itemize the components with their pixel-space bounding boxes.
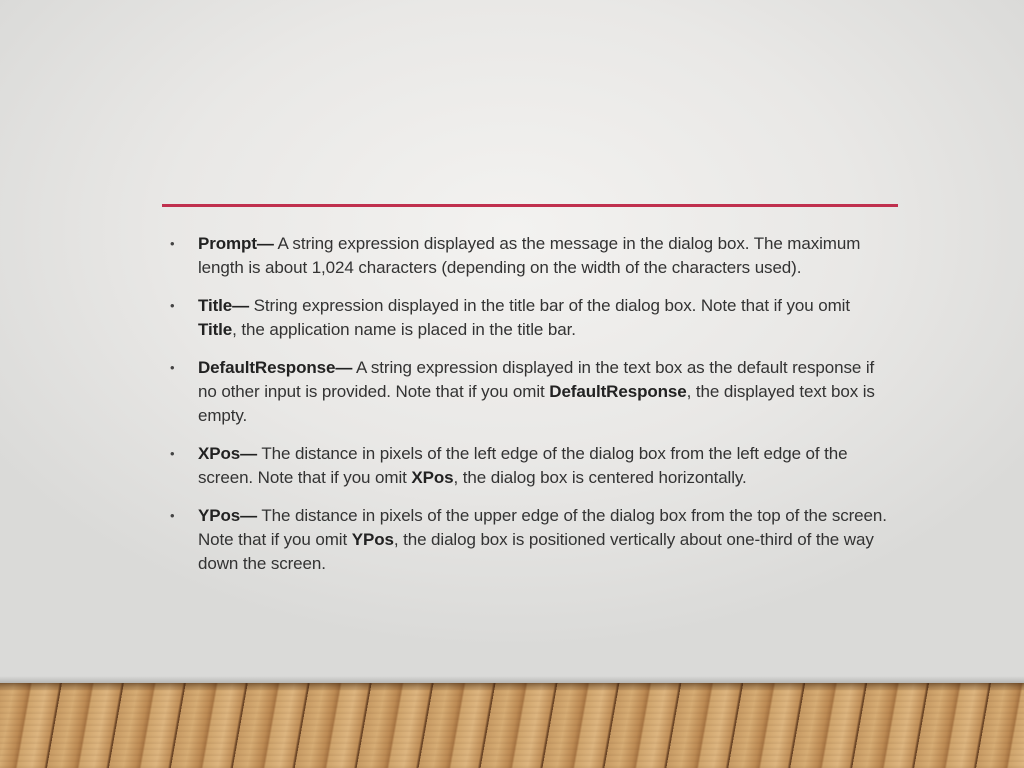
bullet-icon: • xyxy=(170,236,175,251)
description-title-part2: , the application name is placed in the title bar. xyxy=(232,320,576,339)
description-ypos-part1: The distance in pixels of the upper edge of the dialog box from the top of the screen. Note that if you omit xyxy=(198,506,887,549)
description-defaultresponse-part2: , the displayed text box is empty. xyxy=(198,382,875,425)
title-accent-line xyxy=(162,204,898,207)
inline-term-xpos: XPos xyxy=(411,468,454,487)
description-xpos-part1: The distance in pixels of the left edge of the dialog box from the left edge of the screen. Note that if you omit xyxy=(198,444,848,487)
term-ypos: YPos— xyxy=(198,506,258,525)
description-ypos-part2: , the dialog box is positioned vertically about one-third of the way down the screen. xyxy=(198,530,874,573)
bullet-item-prompt xyxy=(166,232,888,280)
inline-term-ypos: YPos xyxy=(351,530,394,549)
bullet-item-xpos xyxy=(166,442,888,490)
bullet-item-defaultresponse xyxy=(166,356,888,428)
bullet-list xyxy=(166,232,888,590)
term-xpos: XPos— xyxy=(198,444,258,463)
bullet-item-ypos xyxy=(166,504,888,576)
description-prompt: A string expression displayed as the message in the dialog box. The maximum length is about 1,024 characters (depending on the width of the characters used). xyxy=(198,234,861,277)
description-xpos-part2: , the dialog box is centered horizontally. xyxy=(453,468,747,487)
term-title: Title— xyxy=(198,296,250,315)
inline-term-defaultresponse: DefaultResponse xyxy=(549,382,687,401)
term-defaultresponse: DefaultResponse— xyxy=(198,358,353,377)
bullet-icon: • xyxy=(170,508,175,523)
bullet-icon: • xyxy=(170,298,175,313)
wood-floor-grain xyxy=(0,683,1024,768)
inline-term-title: Title xyxy=(198,320,233,339)
description-defaultresponse-part1: A string expression displayed in the text box as the default response if no other input is provided. Note that if you omit xyxy=(198,358,875,401)
bullet-item-title xyxy=(166,294,888,342)
term-prompt: Prompt— xyxy=(198,234,274,253)
bullet-icon: • xyxy=(170,360,175,375)
description-title-part1: String expression displayed in the title bar of the dialog box. Note that if you omit xyxy=(249,296,850,315)
bullet-icon: • xyxy=(170,446,175,461)
